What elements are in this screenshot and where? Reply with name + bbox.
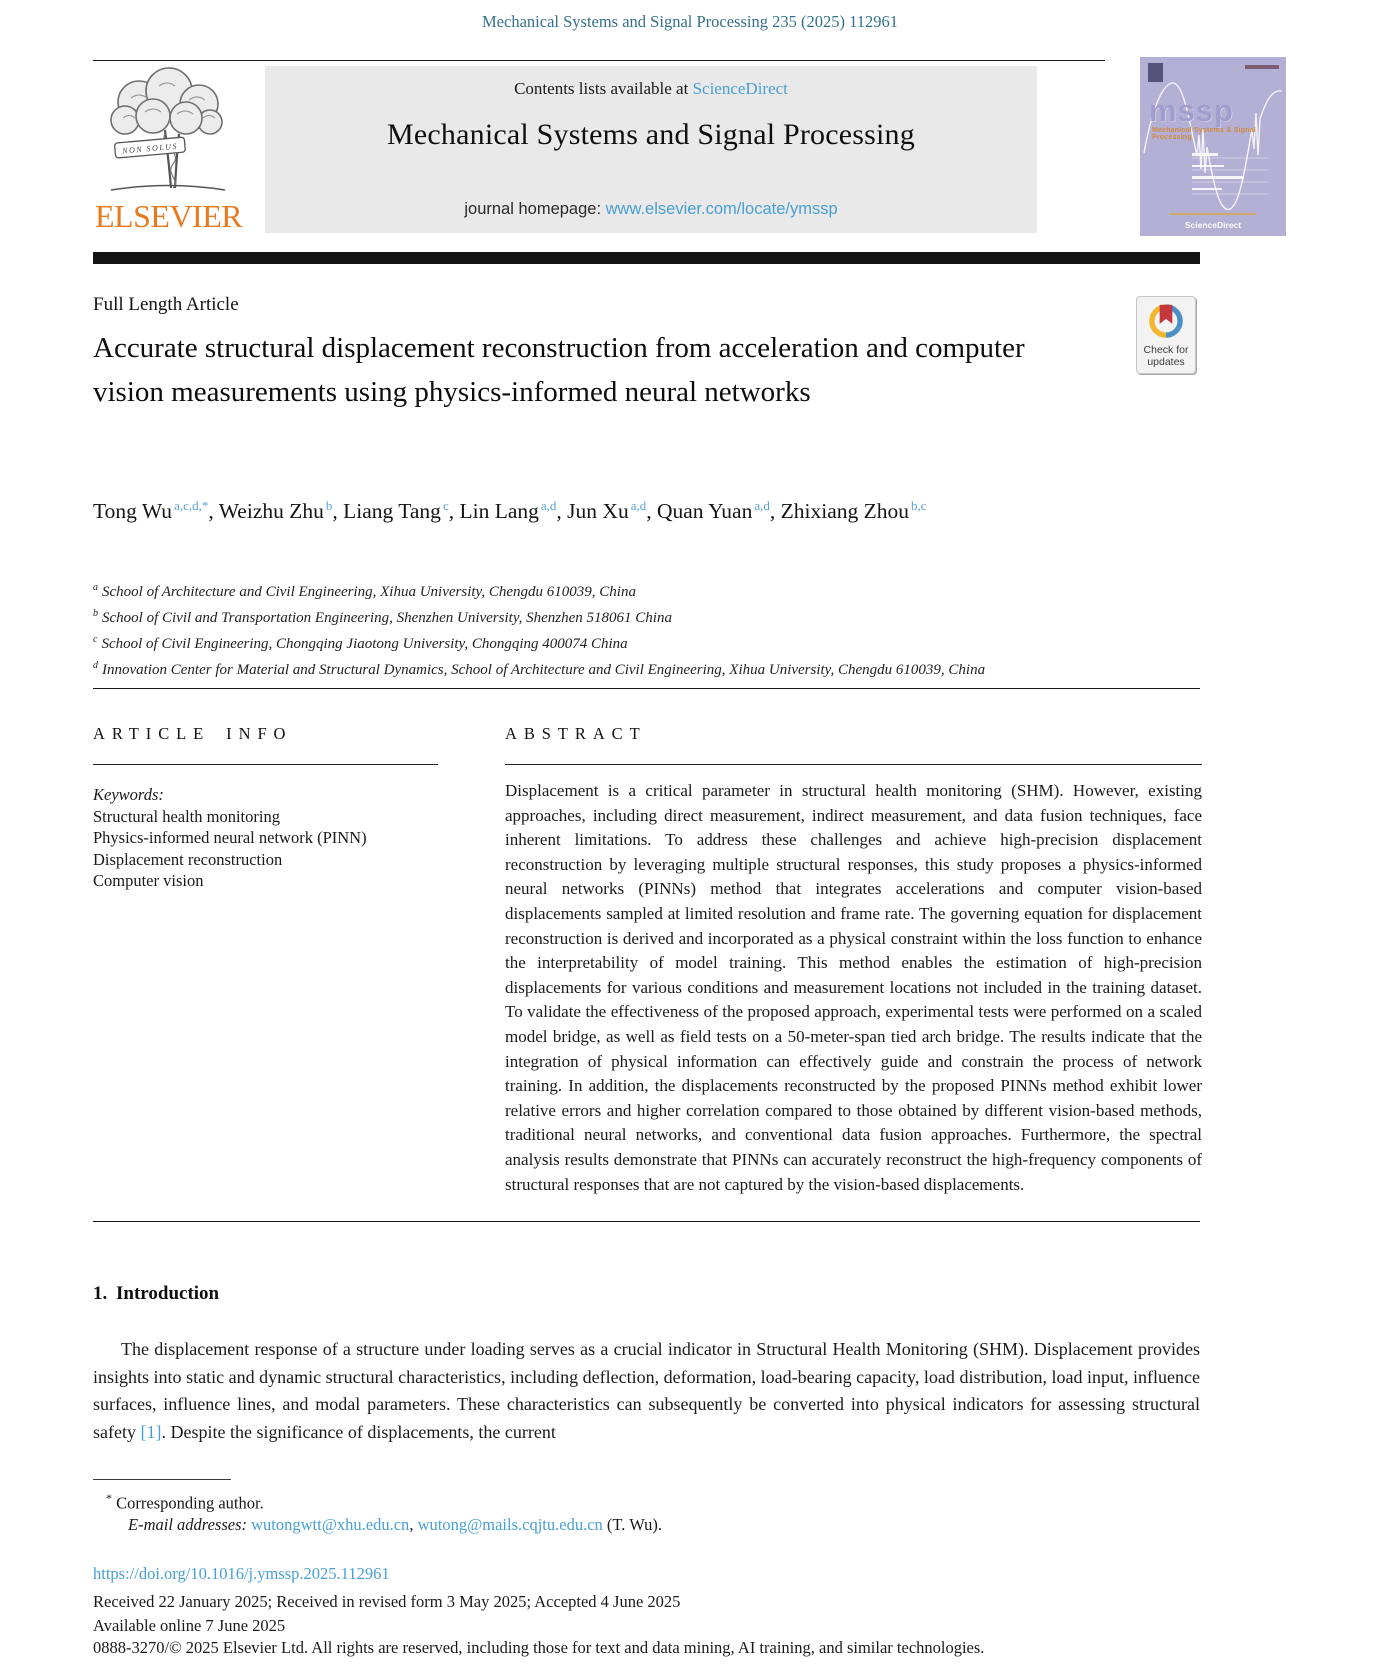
header-divider-bar: [93, 252, 1200, 264]
journal-banner: [265, 66, 1037, 233]
author: Jun Xu $^{a,d}$,: [567, 498, 652, 524]
footnote-rule: [93, 1479, 231, 1480]
contents-prefix: Contents lists available at: [514, 79, 689, 98]
copyright-line: 0888-3270/© 2025 Elsevier Ltd. All rights are reserved, including those for text and data mining, AI training, and similar technologies.: [93, 1638, 985, 1657]
email-link-1[interactable]: wutongwtt@xhu.edu.cn: [251, 1515, 410, 1534]
journal-citation: Mechanical Systems and Signal Processing 235 (2025) 112961: [482, 12, 898, 31]
crossmark-icon: [1146, 302, 1186, 339]
author-affil-sup: a,d: [630, 498, 647, 513]
email-label: E-mail addresses:: [128, 1515, 247, 1534]
contents-line: [265, 79, 1037, 99]
cover-waveform-graphic: [1140, 57, 1286, 236]
author: Liang Tang $^c$,: [343, 498, 455, 524]
intro-text-tail: . Despite the significance of displacements, the current: [161, 1421, 556, 1442]
email-addresses-note: [128, 1515, 662, 1535]
elsevier-wordmark: ELSEVIER: [95, 198, 243, 234]
cover-topics: [1192, 153, 1244, 199]
intro-text-lead: The displacement response of a structure under loading serves as a crucial indicator in Structural Health Monitoring (SHM). Displacement provides insights into static and dynamic structural characteristics, including deflection, deformation, load-bearing capacity, load distribution, load input, influence surfaces, influence lines, and modal parameters. These characteristics can subsequently be converted into physical indicators for assessing structural safety: [93, 1339, 1200, 1442]
email-separator: ,: [409, 1515, 414, 1534]
author-affil-sup: a,c,d,*: [174, 498, 209, 513]
journal-homepage-link[interactable]: www.elsevier.com/locate/ymssp: [605, 200, 838, 218]
cover-accent-line: [1170, 213, 1256, 215]
section-top-rule: [93, 688, 1200, 689]
author: Quan Yuan $^{a,d}$,: [656, 498, 776, 524]
doi-link[interactable]: https://doi.org/10.1016/j.ymssp.2025.112961: [93, 1564, 390, 1583]
elsevier-tree-icon: [93, 64, 241, 196]
abstract-rule: [505, 764, 1202, 765]
author-affil-sup: b,c: [911, 498, 927, 513]
check-for-updates-badge[interactable]: [1136, 296, 1196, 374]
sciencedirect-link[interactable]: ScienceDirect: [692, 79, 788, 98]
author-affil-sup: a,d: [540, 498, 557, 513]
email-suffix: (T. Wu).: [606, 1515, 662, 1534]
section-bottom-rule: [93, 1221, 1200, 1222]
article-type-label: Full Length Article: [93, 294, 239, 315]
cover-issn-text-bar: [1245, 65, 1279, 69]
header-top-rule: [93, 60, 1105, 61]
keywords-label: Keywords:: [93, 785, 164, 804]
article-info-rule: [93, 764, 438, 765]
cover-topic-bar: [1192, 176, 1244, 179]
author: Lin Lang $^{a,d}$,: [459, 498, 562, 524]
cover-elsevier-stamp: [1148, 63, 1163, 82]
cover-masthead: mssp: [1149, 93, 1234, 128]
citation-ref-1[interactable]: [1]: [140, 1421, 162, 1442]
homepage-prefix: journal homepage:: [464, 200, 602, 218]
available-online: Available online 7 June 2025: [93, 1616, 286, 1635]
abstract-text: Displacement is a critical parameter in structural health monitoring (SHM). However, existing approaches, including direct measurement, indirect measurement, and data fusion techniques, face inherent limitations. To address these challenges and achieve high-precision displacement reconstruction by leveraging multiple structural responses, this study proposes a physics-informed neural networks (PINNs) method that integrates accelerations and computer vision-based displacements sampled at limited resolution and frame rate. The governing equation for displacement reconstruction is derived and incorporated as a physical constraint within the loss function to enhance the interpretability of model training. This method enables the estimation of high-precision displacements for various conditions and measurement locations not included in the training dataset. To validate the effectiveness of the proposed approach, experimental tests were performed on a scaled model bridge, as well as field tests on a 50-meter-span tied arch bridge. The results indicate that the integration of physical information can effectively guide and constrain the process of network training. In addition, the displacements reconstructed by the proposed PINNs method exhibit lower relative errors and higher correlation compared to those obtained by different vision-based methods, traditional neural networks, and conventional data fusion approaches. Furthermore, the spectral analysis results demonstrate that PINNs can accurately reconstruct the high-frequency components of structural responses that are not captured by the vision-based displacements.: [505, 781, 1202, 1194]
keyword: Structural health monitoring: [93, 806, 280, 826]
affiliation: $^a$ School of Architecture and Civil Engineering, Xihua University, Chengdu 610039, China: [93, 582, 636, 600]
introduction-heading: 1. Introduction: [93, 1283, 220, 1304]
affiliation: $^c$ School of Civil Engineering, Chongqing Jiaotong University, Chongqing 400074 China: [93, 634, 628, 652]
keyword: Displacement reconstruction: [93, 849, 283, 869]
cover-subtitle: Mechanical Systems & Signal Processing: [1152, 127, 1256, 141]
author-affil-sup: b: [325, 498, 333, 513]
introduction-paragraph: [93, 1336, 1200, 1446]
author: Weizhu Zhu $^b$,: [218, 498, 338, 524]
affiliation: $^d$ Innovation Center for Material and Structural Dynamics, School of Architecture and Civil Engineering, Xihua University, Chengdu 610039, China: [93, 660, 986, 678]
cover-topic-bar: [1192, 165, 1224, 168]
article-info-heading: ARTICLE INFO: [93, 724, 293, 743]
author-affil-sup: c: [442, 498, 449, 513]
keyword: Physics-informed neural network (PINN): [93, 828, 367, 847]
article-title: Accurate structural displacement reconstruction from acceleration and computer vision measurements using physics-informed neural networks: [93, 332, 1025, 408]
received-dates: Received 22 January 2025; Received in revised form 3 May 2025; Accepted 4 June 2025: [93, 1592, 681, 1611]
author: Tong Wu $^{a,c,d,*}$,: [93, 498, 214, 524]
cover-topic-bar: [1192, 188, 1222, 191]
keywords-block: [93, 784, 463, 892]
homepage-line: [265, 200, 1037, 219]
abstract-heading: ABSTRACT: [505, 724, 647, 743]
journal-title: Mechanical Systems and Signal Processing: [387, 118, 915, 151]
keyword: Computer vision: [93, 871, 204, 890]
affiliations: [93, 577, 1193, 681]
journal-cover-thumbnail: [1140, 57, 1286, 236]
badge-label-line2: updates: [1147, 356, 1185, 368]
cover-sciencedirect-label: ScienceDirect: [1184, 220, 1242, 230]
corresponding-author-note: * Corresponding author.: [106, 1491, 264, 1513]
footnote-marker: *: [106, 1491, 112, 1505]
email-link-2[interactable]: wutong@mails.cqjtu.edu.cn: [417, 1515, 603, 1534]
author-list: [93, 487, 1093, 531]
elsevier-logo: [93, 64, 245, 236]
author-affil-sup: a,d: [754, 498, 770, 513]
author: Zhixiang Zhou $^{b,c}$: [780, 498, 927, 524]
non-solus-banner-text: NON SOLUS: [121, 141, 179, 156]
badge-label-line1: Check for: [1143, 344, 1189, 356]
affiliation: $^b$ School of Civil and Transportation Engineering, Shenzhen University, Shenzhen 518061 China: [93, 608, 672, 626]
cover-topic-bar: [1192, 153, 1218, 156]
